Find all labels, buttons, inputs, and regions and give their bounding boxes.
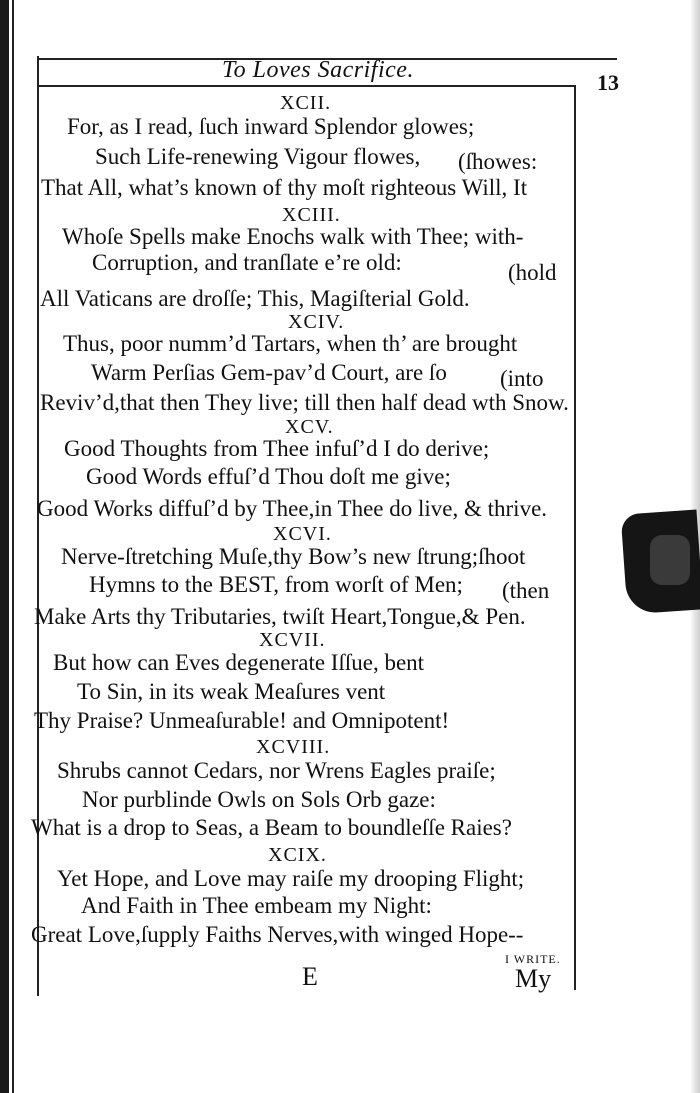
- stanza-numeral: XCIV.: [288, 311, 345, 333]
- verse-line: Shrubs cannot Cedars, nor Wrens Eagles praiſe;: [57, 758, 496, 783]
- verse-line: And Faith in Thee embeam my Night:: [81, 893, 432, 918]
- verse-turnover: (ſhowes:: [458, 149, 538, 174]
- stanza-numeral: XCVI.: [273, 523, 332, 545]
- verse-line: Warm Perſias Gem-pav’d Court, are ſo: [91, 360, 447, 385]
- scan-border-line: [12, 0, 14, 1093]
- verse-line: Reviv’d,that then They live; till then half dead wth Snow.: [40, 390, 569, 415]
- verse-turnover: (into: [500, 366, 544, 391]
- stanza-numeral: XCVIII.: [256, 736, 331, 758]
- verse-turnover: (hold: [508, 260, 557, 285]
- verse-line: Corruption, and tranſlate e’re old:: [92, 250, 402, 275]
- frame-right-rule: [574, 85, 576, 990]
- verse-line: For, as I read, ſuch inward Splendor glowes;: [67, 114, 475, 139]
- verse-line: Nerve-ſtretching Muſe,thy Bow’s new ſtrung;ſhoot: [61, 544, 526, 569]
- stanza-numeral: XCVII.: [259, 629, 326, 651]
- verse-line: Whoſe Spells make Enochs walk with Thee; with-: [62, 224, 524, 249]
- stanza-numeral: XCIX.: [268, 844, 327, 866]
- stanza-numeral: XCIII.: [282, 204, 341, 226]
- verse-line: Make Arts thy Tributaries, twiſt Heart,Tongue,& Pen.: [34, 604, 526, 629]
- catchword: My: [515, 964, 552, 993]
- signature-mark: E: [302, 962, 318, 991]
- verse-line: That All, what’s known of thy moſt righteous Will, It: [41, 175, 528, 200]
- stanza-numeral: XCII.: [280, 92, 332, 114]
- verse-line: Good Thoughts from Thee infuſ’d I do derive;: [64, 436, 490, 461]
- verse-line: Good Words effuſ’d Thou doſt me give;: [86, 464, 451, 489]
- verse-line: All Vaticans are droſſe; This, Magiſterial Gold.: [40, 286, 470, 311]
- stanza-numeral: XCV.: [285, 416, 334, 438]
- verse-line: Hymns to the BEST, from worſt of Men;: [89, 572, 463, 597]
- ink-blot-detail: [650, 535, 690, 585]
- verse-line: But how can Eves degenerate Iſſue, bent: [53, 650, 425, 675]
- verse-line: Nor purblinde Owls on Sols Orb gaze:: [82, 787, 436, 812]
- verse-line: To Sin, in its weak Meaſures vent: [77, 679, 386, 704]
- verse-line: What is a drop to Seas, a Beam to boundleſſe Raies?: [31, 815, 512, 840]
- scan-border-left: [0, 0, 9, 1093]
- verse-line: Such Life-renewing Vigour flowes,: [95, 144, 421, 169]
- verse-turnover: (then: [502, 578, 550, 603]
- running-title: To Loves Sacrifice.: [222, 57, 414, 83]
- verse-line: Yet Hope, and Love may raiſe my drooping Flight;: [57, 866, 525, 891]
- verse-line: Thus, poor numm’d Tartars, when th’ are brought: [63, 331, 518, 356]
- verse-line: Thy Praise? Unmeaſurable! and Omnipotent!: [34, 708, 450, 733]
- frame-head-rule: [37, 85, 575, 87]
- page-number: 13: [597, 70, 619, 95]
- catchword-small: I WRITE.: [505, 952, 561, 966]
- verse-line: Great Love,ſupply Faiths Nerves,with winged Hope--: [31, 922, 524, 947]
- verse-line: Good Works diffuſ’d by Thee,in Thee do live, & thrive.: [37, 496, 548, 521]
